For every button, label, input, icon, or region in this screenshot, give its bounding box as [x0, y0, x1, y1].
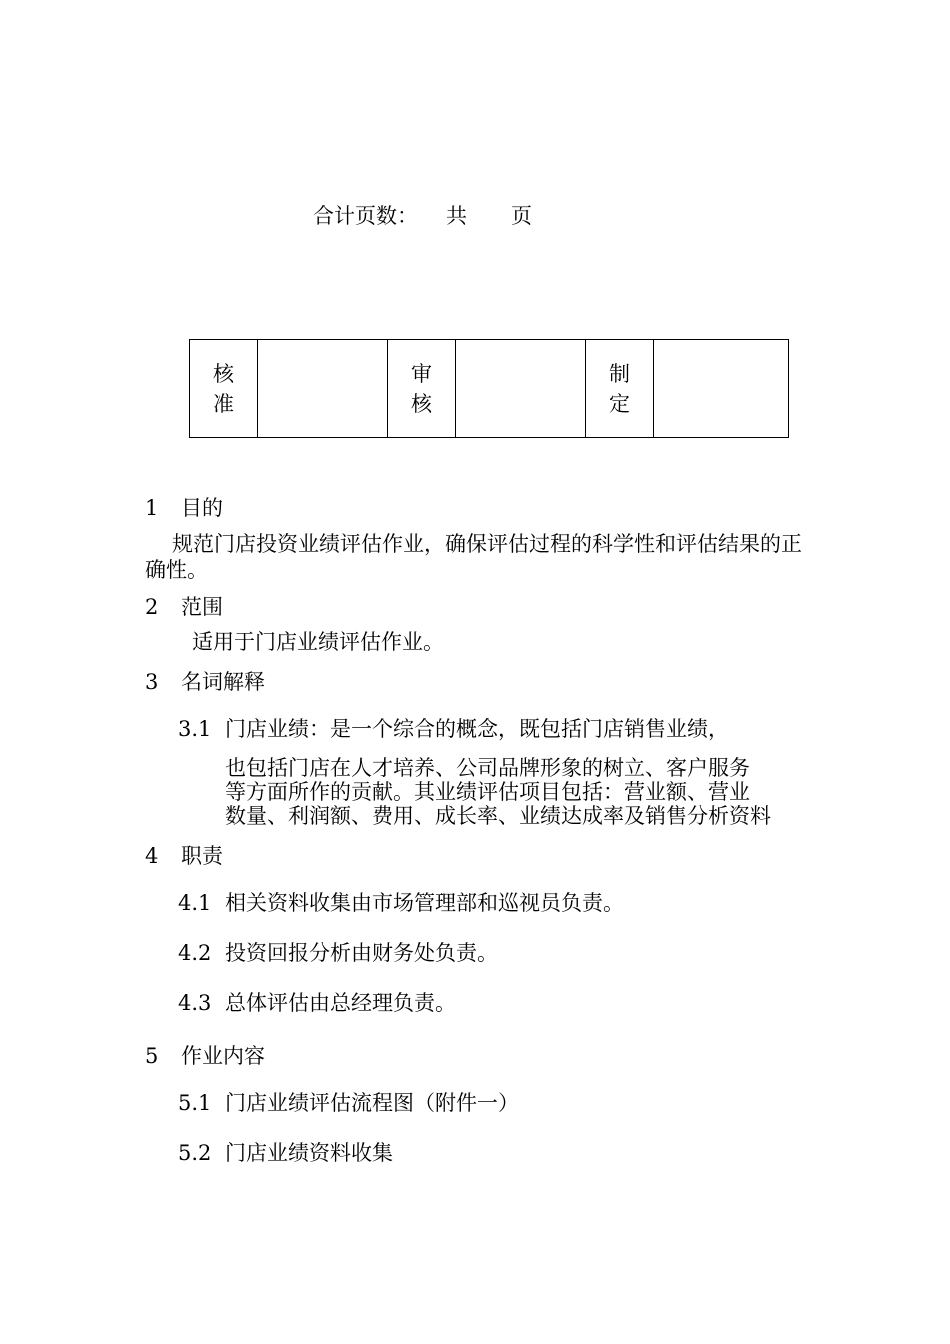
prepare-signature-cell[interactable] — [654, 340, 789, 438]
approval-table — [189, 339, 789, 438]
section-4-heading: 4 职责 — [145, 844, 223, 868]
section-1-body: 规范门店投资业绩评估作业，确保评估过程的科学性和评估结果的正确性。 — [145, 532, 802, 582]
total-pages-gong: 共 — [446, 204, 467, 228]
section-5-heading: 5 作业内容 — [145, 1044, 265, 1068]
prepare-label: 制 定 — [586, 340, 654, 438]
section-5-2: 5.2 门店业绩资料收集 — [178, 1141, 393, 1165]
review-label: 审 核 — [388, 340, 456, 438]
section-3-1-line4: 数量、利润额、费用、成长率、业绩达成率及销售分析资料 — [225, 804, 771, 828]
section-3-1-line3: 等方面所作的贡献。其业绩评估项目包括：营业额、营业 — [225, 780, 750, 804]
total-pages-label: 合计页数： — [313, 204, 418, 228]
approve-signature-cell[interactable] — [258, 340, 388, 438]
section-2-body: 适用于门店业绩评估作业。 — [192, 630, 444, 654]
section-4-1: 4.1 相关资料收集由市场管理部和巡视员负责。 — [178, 891, 624, 915]
section-3-1-line2: 也包括门店在人才培养、公司品牌形象的树立、客户服务 — [225, 756, 750, 780]
section-4-2: 4.2 投资回报分析由财务处负责。 — [178, 941, 498, 965]
total-pages-ye: 页 — [511, 204, 532, 228]
section-3-heading: 3 名词解释 — [145, 670, 265, 694]
review-signature-cell[interactable] — [456, 340, 586, 438]
section-3-1-line1: 3.1 门店业绩：是一个综合的概念，既包括门店销售业绩， — [178, 717, 729, 741]
section-4-3: 4.3 总体评估由总经理负责。 — [178, 991, 456, 1015]
section-1-heading: 1 目的 — [145, 496, 223, 520]
section-2-heading: 2 范围 — [145, 595, 223, 619]
total-pages-line — [313, 200, 532, 230]
section-5-1: 5.1 门店业绩评估流程图（附件一） — [178, 1091, 519, 1115]
approve-label: 核 准 — [190, 340, 258, 438]
